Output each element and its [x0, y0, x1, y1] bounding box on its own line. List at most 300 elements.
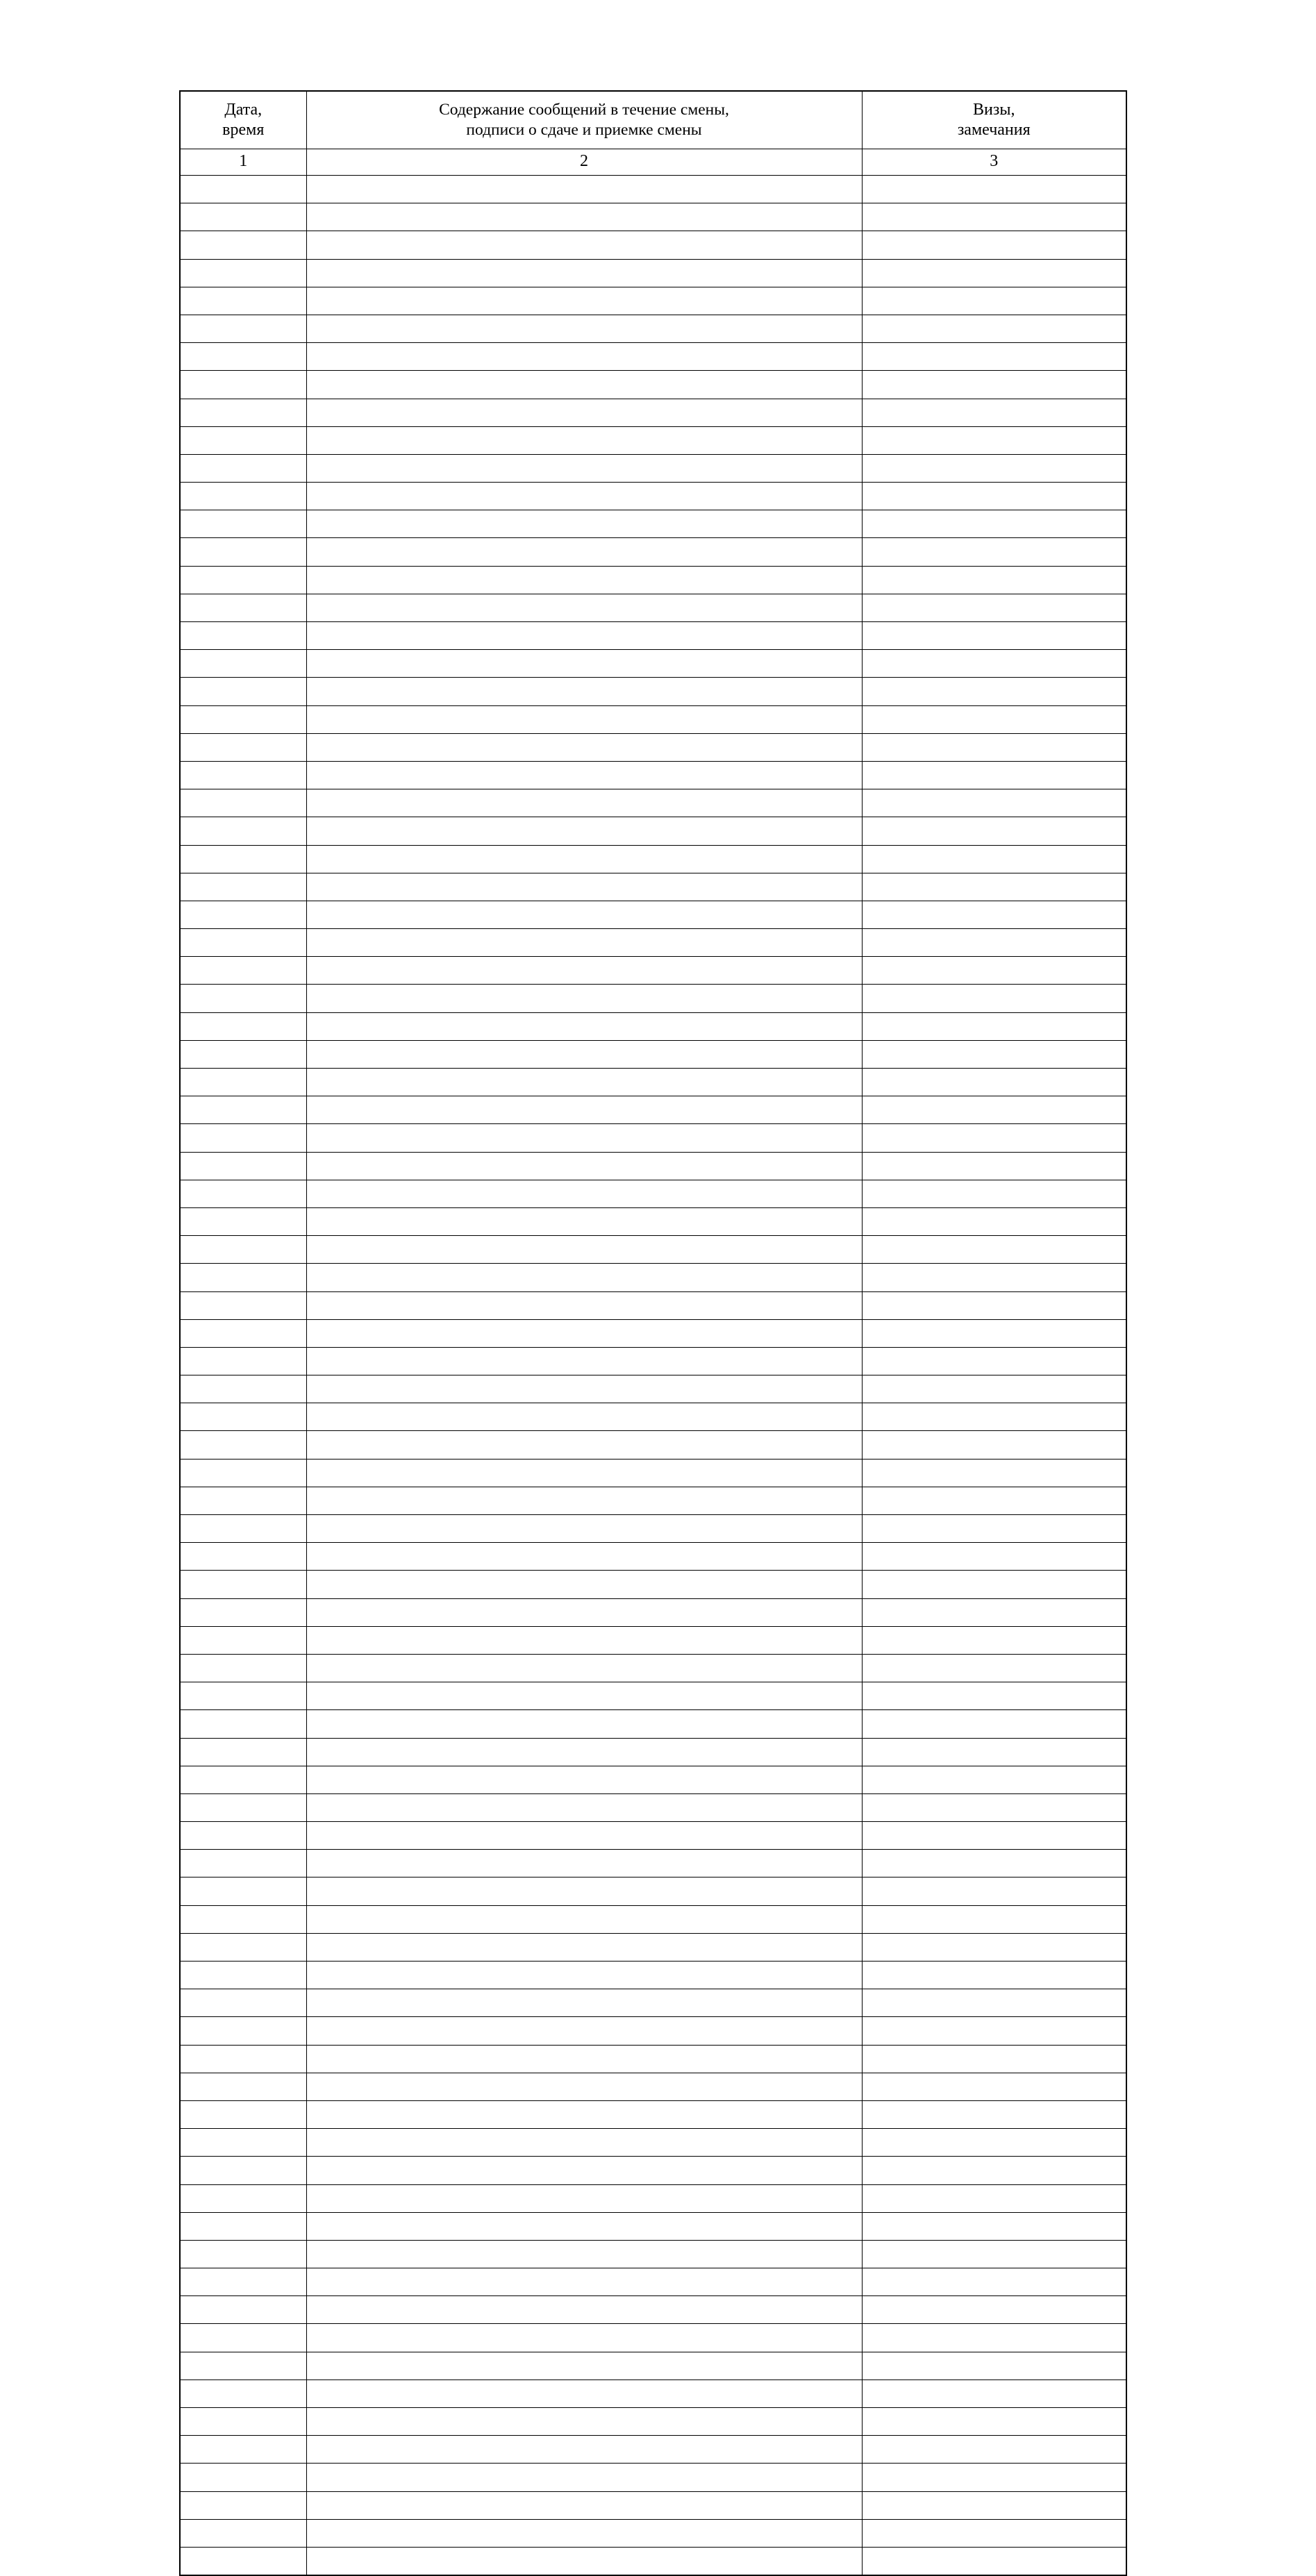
table-cell[interactable] [862, 901, 1126, 928]
table-cell[interactable] [180, 1989, 306, 2017]
table-cell[interactable] [862, 2519, 1126, 2547]
table-cell[interactable] [862, 1877, 1126, 1905]
table-row[interactable] [180, 678, 1126, 705]
table-row[interactable] [180, 1933, 1126, 1961]
table-row[interactable] [180, 650, 1126, 678]
table-cell[interactable] [862, 1933, 1126, 1961]
table-cell[interactable] [862, 2296, 1126, 2324]
table-cell[interactable] [180, 1431, 306, 1459]
table-cell[interactable] [862, 2212, 1126, 2240]
table-cell[interactable] [862, 2184, 1126, 2212]
table-cell[interactable] [862, 371, 1126, 399]
table-row[interactable] [180, 2296, 1126, 2324]
table-row[interactable] [180, 1487, 1126, 1514]
table-row[interactable] [180, 1347, 1126, 1375]
table-cell[interactable] [306, 1319, 862, 1347]
table-cell[interactable] [306, 873, 862, 901]
table-cell[interactable] [180, 2212, 306, 2240]
table-cell[interactable] [180, 1877, 306, 1905]
table-row[interactable] [180, 399, 1126, 426]
table-row[interactable] [180, 483, 1126, 510]
table-cell[interactable] [306, 1766, 862, 1793]
table-cell[interactable] [862, 1431, 1126, 1459]
table-cell[interactable] [306, 1375, 862, 1403]
table-cell[interactable] [306, 1431, 862, 1459]
table-row[interactable] [180, 1515, 1126, 1543]
table-row[interactable] [180, 2268, 1126, 2296]
table-cell[interactable] [862, 2408, 1126, 2436]
table-cell[interactable] [862, 510, 1126, 538]
table-cell[interactable] [180, 2547, 306, 2575]
table-cell[interactable] [862, 287, 1126, 315]
table-cell[interactable] [862, 1152, 1126, 1180]
table-cell[interactable] [180, 399, 306, 426]
table-cell[interactable] [306, 985, 862, 1012]
table-cell[interactable] [306, 1124, 862, 1152]
table-cell[interactable] [862, 1766, 1126, 1793]
table-cell[interactable] [862, 789, 1126, 817]
table-row[interactable] [180, 1822, 1126, 1850]
table-cell[interactable] [306, 845, 862, 873]
table-cell[interactable] [306, 1962, 862, 1989]
table-cell[interactable] [862, 483, 1126, 510]
table-cell[interactable] [862, 1124, 1126, 1152]
table-cell[interactable] [306, 1654, 862, 1682]
table-cell[interactable] [306, 1347, 862, 1375]
table-row[interactable] [180, 1543, 1126, 1571]
table-row[interactable] [180, 1124, 1126, 1152]
table-cell[interactable] [180, 957, 306, 985]
table-cell[interactable] [306, 1291, 862, 1319]
table-cell[interactable] [306, 2464, 862, 2491]
table-cell[interactable] [180, 1319, 306, 1347]
table-cell[interactable] [306, 761, 862, 789]
table-cell[interactable] [862, 2324, 1126, 2352]
table-cell[interactable] [180, 705, 306, 733]
table-cell[interactable] [180, 2184, 306, 2212]
table-cell[interactable] [306, 1598, 862, 1626]
table-cell[interactable] [180, 1905, 306, 1933]
table-cell[interactable] [180, 1598, 306, 1626]
table-cell[interactable] [862, 761, 1126, 789]
table-cell[interactable] [862, 1375, 1126, 1403]
table-row[interactable] [180, 1654, 1126, 1682]
table-cell[interactable] [180, 1040, 306, 1068]
table-cell[interactable] [180, 1626, 306, 1654]
table-cell[interactable] [862, 985, 1126, 1012]
table-cell[interactable] [180, 2157, 306, 2184]
table-row[interactable] [180, 845, 1126, 873]
table-cell[interactable] [306, 1236, 862, 1264]
table-cell[interactable] [306, 1459, 862, 1487]
table-cell[interactable] [180, 1347, 306, 1375]
table-cell[interactable] [306, 399, 862, 426]
table-cell[interactable] [862, 1738, 1126, 1766]
table-cell[interactable] [306, 426, 862, 454]
table-cell[interactable] [306, 1543, 862, 1571]
table-row[interactable] [180, 2464, 1126, 2491]
table-cell[interactable] [180, 1152, 306, 1180]
table-cell[interactable] [862, 2464, 1126, 2491]
table-cell[interactable] [306, 733, 862, 761]
table-cell[interactable] [862, 1403, 1126, 1431]
table-cell[interactable] [862, 2380, 1126, 2407]
table-cell[interactable] [862, 1962, 1126, 1989]
table-cell[interactable] [180, 454, 306, 482]
table-row[interactable] [180, 287, 1126, 315]
table-cell[interactable] [306, 1207, 862, 1235]
table-cell[interactable] [862, 650, 1126, 678]
table-cell[interactable] [180, 1069, 306, 1096]
table-row[interactable] [180, 873, 1126, 901]
table-cell[interactable] [862, 1905, 1126, 1933]
table-row[interactable] [180, 1207, 1126, 1235]
table-row[interactable] [180, 957, 1126, 985]
table-cell[interactable] [862, 1291, 1126, 1319]
table-cell[interactable] [306, 622, 862, 650]
table-row[interactable] [180, 2100, 1126, 2128]
table-row[interactable] [180, 2129, 1126, 2157]
table-row[interactable] [180, 315, 1126, 342]
table-row[interactable] [180, 2045, 1126, 2073]
table-cell[interactable] [180, 231, 306, 259]
table-row[interactable] [180, 566, 1126, 594]
table-row[interactable] [180, 2073, 1126, 2100]
table-row[interactable] [180, 705, 1126, 733]
table-cell[interactable] [180, 1124, 306, 1152]
table-cell[interactable] [862, 343, 1126, 371]
table-cell[interactable] [180, 985, 306, 1012]
table-cell[interactable] [180, 2519, 306, 2547]
table-cell[interactable] [862, 1180, 1126, 1207]
table-cell[interactable] [306, 1264, 862, 1291]
table-row[interactable] [180, 1877, 1126, 1905]
table-row[interactable] [180, 2408, 1126, 2436]
table-cell[interactable] [862, 873, 1126, 901]
table-cell[interactable] [180, 1291, 306, 1319]
table-cell[interactable] [862, 2073, 1126, 2100]
table-cell[interactable] [180, 2073, 306, 2100]
table-cell[interactable] [306, 2408, 862, 2436]
table-cell[interactable] [180, 1487, 306, 1514]
table-cell[interactable] [306, 566, 862, 594]
table-cell[interactable] [180, 287, 306, 315]
table-row[interactable] [180, 1766, 1126, 1793]
table-row[interactable] [180, 1180, 1126, 1207]
table-cell[interactable] [306, 1040, 862, 1068]
table-cell[interactable] [862, 845, 1126, 873]
table-cell[interactable] [862, 1069, 1126, 1096]
table-cell[interactable] [180, 2240, 306, 2268]
table-cell[interactable] [862, 426, 1126, 454]
table-cell[interactable] [862, 1793, 1126, 1821]
table-cell[interactable] [306, 1793, 862, 1821]
table-cell[interactable] [180, 1654, 306, 1682]
table-cell[interactable] [180, 1710, 306, 1738]
table-cell[interactable] [180, 1766, 306, 1793]
table-cell[interactable] [180, 1571, 306, 1598]
table-cell[interactable] [306, 1152, 862, 1180]
table-cell[interactable] [862, 622, 1126, 650]
table-row[interactable] [180, 1905, 1126, 1933]
table-cell[interactable] [306, 1877, 862, 1905]
table-row[interactable] [180, 1040, 1126, 1068]
table-row[interactable] [180, 1264, 1126, 1291]
table-cell[interactable] [306, 817, 862, 845]
table-cell[interactable] [180, 789, 306, 817]
table-row[interactable] [180, 2436, 1126, 2464]
table-row[interactable] [180, 343, 1126, 371]
table-cell[interactable] [862, 1487, 1126, 1514]
table-row[interactable] [180, 1012, 1126, 1040]
table-cell[interactable] [862, 1515, 1126, 1543]
table-cell[interactable] [180, 2296, 306, 2324]
table-cell[interactable] [180, 1403, 306, 1431]
table-cell[interactable] [862, 594, 1126, 621]
table-cell[interactable] [180, 1264, 306, 1291]
table-row[interactable] [180, 622, 1126, 650]
table-cell[interactable] [306, 1487, 862, 1514]
table-cell[interactable] [180, 1515, 306, 1543]
table-row[interactable] [180, 176, 1126, 203]
table-cell[interactable] [180, 343, 306, 371]
table-cell[interactable] [306, 2129, 862, 2157]
table-cell[interactable] [180, 929, 306, 957]
table-cell[interactable] [306, 901, 862, 928]
table-cell[interactable] [180, 2408, 306, 2436]
table-row[interactable] [180, 1682, 1126, 1710]
table-cell[interactable] [862, 2491, 1126, 2519]
table-cell[interactable] [180, 733, 306, 761]
table-cell[interactable] [180, 1236, 306, 1264]
table-cell[interactable] [180, 873, 306, 901]
table-row[interactable] [180, 1738, 1126, 1766]
table-cell[interactable] [306, 1180, 862, 1207]
table-row[interactable] [180, 1598, 1126, 1626]
table-cell[interactable] [180, 901, 306, 928]
table-cell[interactable] [862, 2268, 1126, 2296]
table-cell[interactable] [180, 483, 306, 510]
table-row[interactable] [180, 817, 1126, 845]
table-cell[interactable] [862, 2352, 1126, 2380]
table-cell[interactable] [180, 510, 306, 538]
table-row[interactable] [180, 2380, 1126, 2407]
table-cell[interactable] [306, 176, 862, 203]
table-row[interactable] [180, 1096, 1126, 1124]
table-cell[interactable] [306, 1069, 862, 1096]
table-cell[interactable] [862, 203, 1126, 231]
table-cell[interactable] [862, 2045, 1126, 2073]
table-cell[interactable] [862, 1236, 1126, 1264]
table-cell[interactable] [862, 259, 1126, 287]
table-cell[interactable] [306, 1989, 862, 2017]
table-row[interactable] [180, 2212, 1126, 2240]
table-cell[interactable] [306, 705, 862, 733]
table-row[interactable] [180, 371, 1126, 399]
table-row[interactable] [180, 2184, 1126, 2212]
table-cell[interactable] [862, 1710, 1126, 1738]
table-cell[interactable] [306, 1933, 862, 1961]
table-cell[interactable] [180, 817, 306, 845]
table-cell[interactable] [306, 2352, 862, 2380]
table-cell[interactable] [180, 761, 306, 789]
table-cell[interactable] [306, 1403, 862, 1431]
table-cell[interactable] [862, 1264, 1126, 1291]
table-cell[interactable] [306, 2017, 862, 2045]
table-cell[interactable] [306, 538, 862, 566]
table-cell[interactable] [862, 454, 1126, 482]
table-row[interactable] [180, 1962, 1126, 1989]
table-cell[interactable] [862, 2129, 1126, 2157]
table-cell[interactable] [306, 315, 862, 342]
table-row[interactable] [180, 1710, 1126, 1738]
table-cell[interactable] [180, 1962, 306, 1989]
table-cell[interactable] [180, 1822, 306, 1850]
table-row[interactable] [180, 1375, 1126, 1403]
table-row[interactable] [180, 1069, 1126, 1096]
table-cell[interactable] [306, 259, 862, 287]
table-cell[interactable] [306, 2296, 862, 2324]
table-cell[interactable] [306, 2491, 862, 2519]
table-cell[interactable] [306, 1850, 862, 1877]
table-cell[interactable] [180, 1180, 306, 1207]
table-cell[interactable] [306, 1682, 862, 1710]
table-row[interactable] [180, 1989, 1126, 2017]
table-cell[interactable] [862, 1989, 1126, 2017]
table-cell[interactable] [180, 315, 306, 342]
table-cell[interactable] [306, 2240, 862, 2268]
table-row[interactable] [180, 929, 1126, 957]
table-cell[interactable] [862, 1822, 1126, 1850]
table-row[interactable] [180, 2519, 1126, 2547]
table-row[interactable] [180, 2352, 1126, 2380]
table-cell[interactable] [306, 1905, 862, 1933]
table-row[interactable] [180, 1431, 1126, 1459]
table-cell[interactable] [180, 2324, 306, 2352]
table-cell[interactable] [862, 399, 1126, 426]
table-cell[interactable] [862, 231, 1126, 259]
table-row[interactable] [180, 1626, 1126, 1654]
table-cell[interactable] [862, 733, 1126, 761]
table-cell[interactable] [862, 1207, 1126, 1235]
table-cell[interactable] [862, 1654, 1126, 1682]
table-cell[interactable] [862, 2157, 1126, 2184]
table-cell[interactable] [306, 594, 862, 621]
table-cell[interactable] [306, 1822, 862, 1850]
table-row[interactable] [180, 733, 1126, 761]
table-cell[interactable] [306, 2157, 862, 2184]
table-cell[interactable] [180, 1682, 306, 1710]
table-cell[interactable] [862, 1598, 1126, 1626]
table-cell[interactable] [862, 957, 1126, 985]
table-cell[interactable] [306, 287, 862, 315]
table-cell[interactable] [306, 2519, 862, 2547]
table-row[interactable] [180, 1319, 1126, 1347]
table-cell[interactable] [306, 343, 862, 371]
table-cell[interactable] [180, 2100, 306, 2128]
table-row[interactable] [180, 1459, 1126, 1487]
table-cell[interactable] [180, 371, 306, 399]
table-cell[interactable] [862, 2436, 1126, 2464]
table-cell[interactable] [306, 1515, 862, 1543]
table-row[interactable] [180, 761, 1126, 789]
table-row[interactable] [180, 203, 1126, 231]
table-row[interactable] [180, 454, 1126, 482]
table-cell[interactable] [180, 1738, 306, 1766]
table-cell[interactable] [862, 1040, 1126, 1068]
table-cell[interactable] [862, 1571, 1126, 1598]
table-cell[interactable] [862, 2017, 1126, 2045]
table-row[interactable] [180, 231, 1126, 259]
table-cell[interactable] [306, 2268, 862, 2296]
table-cell[interactable] [180, 538, 306, 566]
table-cell[interactable] [306, 2100, 862, 2128]
table-row[interactable] [180, 901, 1126, 928]
table-cell[interactable] [862, 1347, 1126, 1375]
table-cell[interactable] [862, 678, 1126, 705]
table-cell[interactable] [180, 1207, 306, 1235]
table-row[interactable] [180, 1236, 1126, 1264]
table-cell[interactable] [180, 2268, 306, 2296]
table-cell[interactable] [306, 510, 862, 538]
table-cell[interactable] [862, 1543, 1126, 1571]
table-row[interactable] [180, 1850, 1126, 1877]
table-cell[interactable] [862, 817, 1126, 845]
table-cell[interactable] [306, 2547, 862, 2575]
table-cell[interactable] [306, 2436, 862, 2464]
table-cell[interactable] [180, 2436, 306, 2464]
table-row[interactable] [180, 1571, 1126, 1598]
table-row[interactable] [180, 2491, 1126, 2519]
table-cell[interactable] [862, 1682, 1126, 1710]
table-cell[interactable] [180, 1933, 306, 1961]
table-cell[interactable] [306, 1738, 862, 1766]
table-cell[interactable] [306, 957, 862, 985]
table-row[interactable] [180, 985, 1126, 1012]
table-cell[interactable] [862, 176, 1126, 203]
table-cell[interactable] [180, 2464, 306, 2491]
table-cell[interactable] [180, 1012, 306, 1040]
table-cell[interactable] [306, 1012, 862, 1040]
table-cell[interactable] [862, 1850, 1126, 1877]
table-cell[interactable] [862, 1096, 1126, 1124]
table-cell[interactable] [862, 1319, 1126, 1347]
table-cell[interactable] [306, 1626, 862, 1654]
table-cell[interactable] [180, 845, 306, 873]
table-cell[interactable] [180, 650, 306, 678]
table-row[interactable] [180, 789, 1126, 817]
table-row[interactable] [180, 2240, 1126, 2268]
table-row[interactable] [180, 1403, 1126, 1431]
table-cell[interactable] [306, 2380, 862, 2407]
table-cell[interactable] [862, 315, 1126, 342]
table-cell[interactable] [180, 176, 306, 203]
table-cell[interactable] [306, 2045, 862, 2073]
table-cell[interactable] [180, 1793, 306, 1821]
table-row[interactable] [180, 2547, 1126, 2575]
table-cell[interactable] [306, 203, 862, 231]
table-row[interactable] [180, 510, 1126, 538]
table-cell[interactable] [306, 2212, 862, 2240]
table-cell[interactable] [862, 1459, 1126, 1487]
table-cell[interactable] [306, 929, 862, 957]
table-cell[interactable] [862, 2240, 1126, 2268]
table-row[interactable] [180, 1793, 1126, 1821]
table-cell[interactable] [862, 538, 1126, 566]
table-cell[interactable] [180, 1459, 306, 1487]
table-cell[interactable] [862, 929, 1126, 957]
table-cell[interactable] [306, 1571, 862, 1598]
